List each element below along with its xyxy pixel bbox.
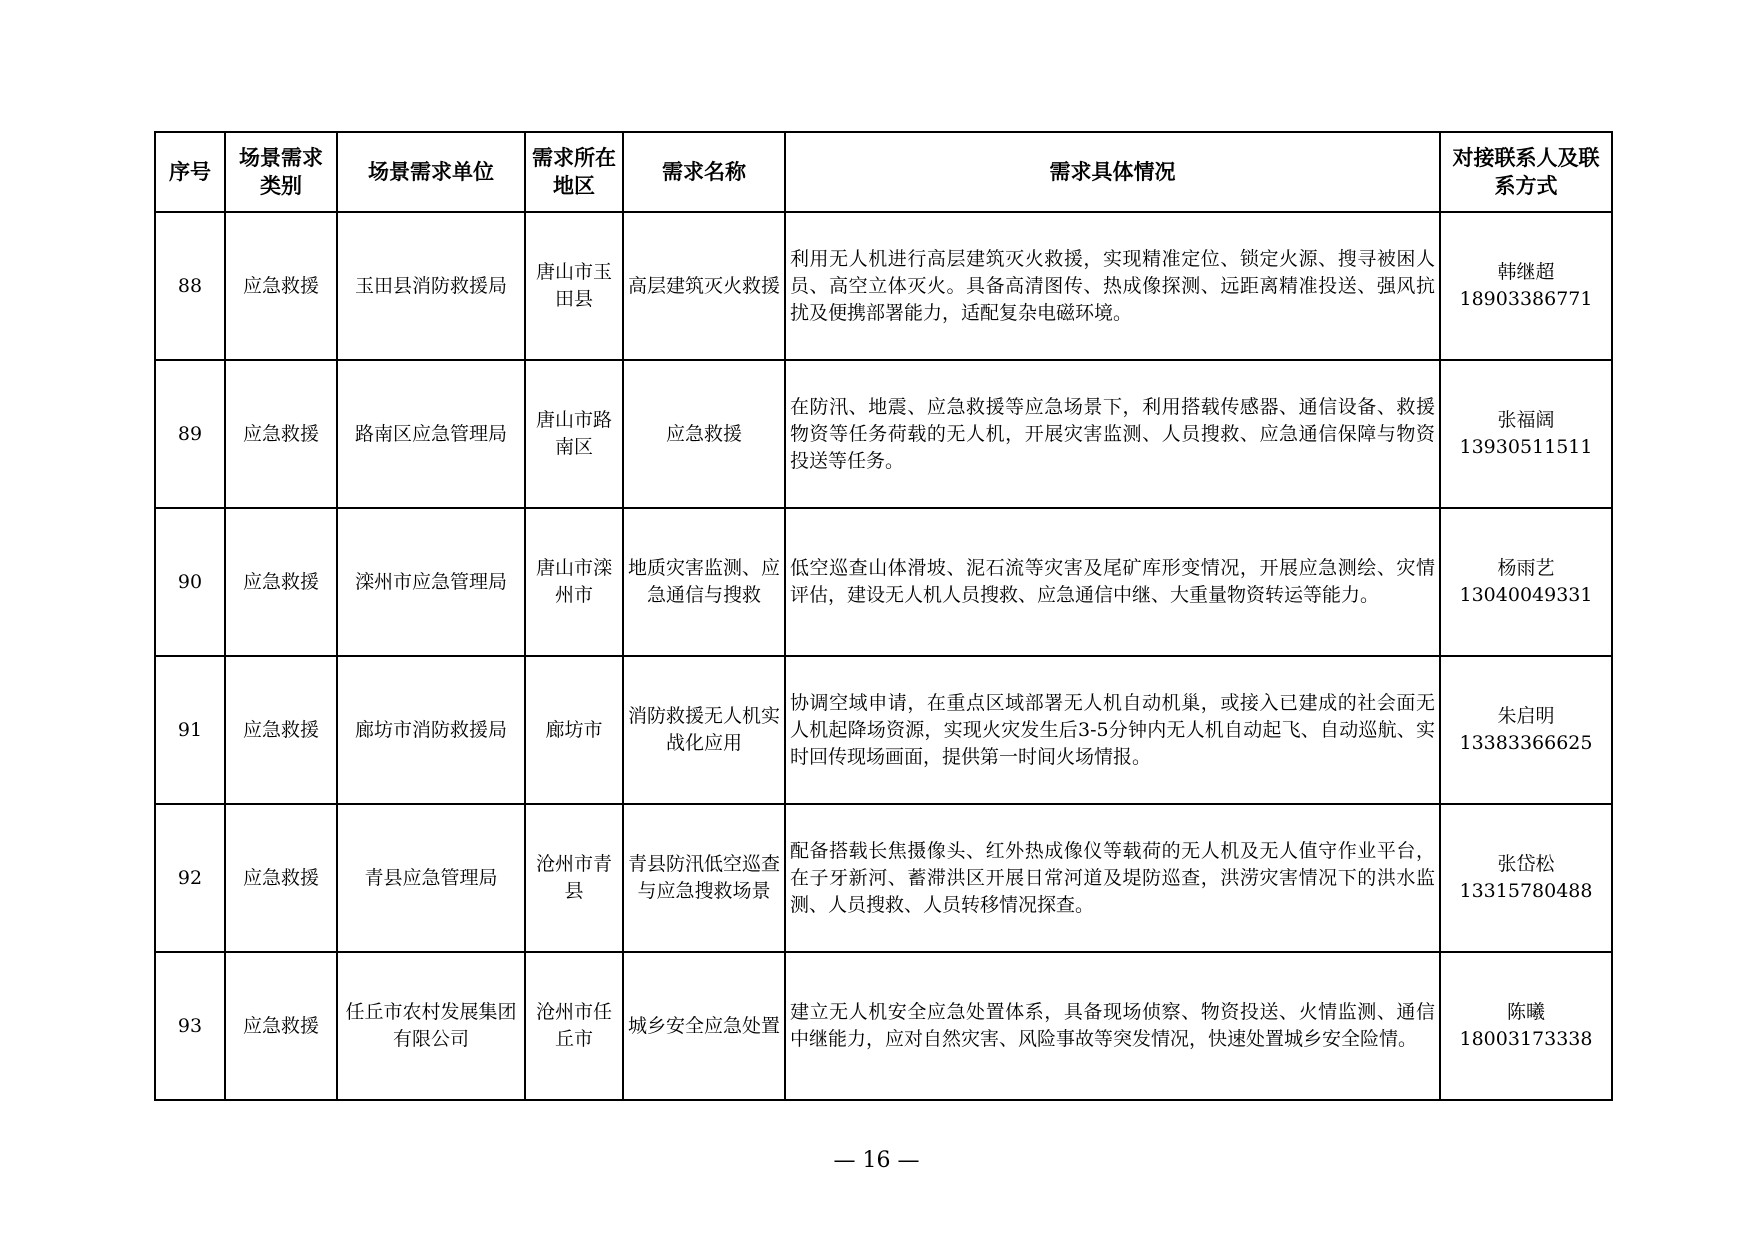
- cell-region: 唐山市滦州市: [525, 508, 623, 656]
- cell-detail: 在防汛、地震、应急救援等应急场景下，利用搭载传感器、通信设备、救援物资等任务荷载的无人机，开展灾害监测、人员搜救、应急通信保障与物资投送等任务。: [785, 360, 1440, 508]
- demand-table: [154, 131, 1613, 1101]
- cell-detail: 利用无人机进行高层建筑灭火救援，实现精准定位、锁定火源、搜寻被困人员、高空立体灭火。具备高清图传、热成像探测、远距离精准投送、强风抗扰及便携部署能力，适配复杂电磁环境。: [785, 212, 1440, 360]
- cell-unit: 廊坊市消防救援局: [337, 656, 525, 804]
- cell-category: 应急救援: [225, 656, 337, 804]
- header-category: 场景需求类别: [225, 132, 337, 212]
- cell-contact: [1440, 212, 1612, 360]
- cell-contact: [1440, 804, 1612, 952]
- table-row: [155, 360, 1612, 508]
- contact-name: 韩继超: [1497, 261, 1555, 283]
- cell-category: 应急救援: [225, 804, 337, 952]
- cell-name: 青县防汛低空巡查与应急搜救场景: [623, 804, 785, 952]
- contact-name: 张岱松: [1497, 853, 1555, 875]
- cell-category: 应急救援: [225, 212, 337, 360]
- cell-detail: 建立无人机安全应急处置体系，具备现场侦察、物资投送、火情监测、通信中继能力，应对自然灾害、风险事故等突发情况，快速处置城乡安全险情。: [785, 952, 1440, 1100]
- table-row: [155, 508, 1612, 656]
- contact-phone: 18903386771: [1459, 288, 1593, 310]
- contact-name: 陈曦: [1506, 1001, 1545, 1023]
- table-row: [155, 804, 1612, 952]
- table-row: [155, 952, 1612, 1100]
- header-name: 需求名称: [623, 132, 785, 212]
- cell-unit: 青县应急管理局: [337, 804, 525, 952]
- table-row: [155, 656, 1612, 804]
- cell-region: 廊坊市: [525, 656, 623, 804]
- contact-name: 杨雨艺: [1497, 557, 1555, 579]
- cell-name: 城乡安全应急处置: [623, 952, 785, 1100]
- cell-region: 唐山市路南区: [525, 360, 623, 508]
- cell-unit: 路南区应急管理局: [337, 360, 525, 508]
- header-detail: 需求具体情况: [785, 132, 1440, 212]
- cell-index: 92: [155, 804, 225, 952]
- contact-phone: 13040049331: [1459, 584, 1593, 606]
- cell-category: 应急救援: [225, 508, 337, 656]
- header-index: 序号: [155, 132, 225, 212]
- contact-phone: 13315780488: [1459, 880, 1593, 902]
- cell-index: 90: [155, 508, 225, 656]
- cell-detail: 配备搭载长焦摄像头、红外热成像仪等载荷的无人机及无人值守作业平台，在子牙新河、蓄滞洪区开展日常河道及堤防巡查，洪涝灾害情况下的洪水监测、人员搜救、人员转移情况探查。: [785, 804, 1440, 952]
- cell-index: 88: [155, 212, 225, 360]
- cell-contact: [1440, 360, 1612, 508]
- cell-unit: 任丘市农村发展集团有限公司: [337, 952, 525, 1100]
- cell-index: 93: [155, 952, 225, 1100]
- table-header-row: [155, 132, 1612, 212]
- cell-name: 地质灾害监测、应急通信与搜救: [623, 508, 785, 656]
- cell-index: 89: [155, 360, 225, 508]
- contact-phone: 13383366625: [1459, 732, 1593, 754]
- cell-contact: [1440, 508, 1612, 656]
- cell-detail: 低空巡查山体滑坡、泥石流等灾害及尾矿库形变情况，开展应急测绘、灾情评估，建设无人机人员搜救、应急通信中继、大重量物资转运等能力。: [785, 508, 1440, 656]
- cell-name: 高层建筑灭火救援: [623, 212, 785, 360]
- cell-contact: [1440, 952, 1612, 1100]
- table-row: [155, 212, 1612, 360]
- cell-region: 唐山市玉田县: [525, 212, 623, 360]
- cell-name: 消防救援无人机实战化应用: [623, 656, 785, 804]
- contact-name: 朱启明: [1497, 705, 1555, 727]
- cell-contact: [1440, 656, 1612, 804]
- cell-unit: 玉田县消防救援局: [337, 212, 525, 360]
- header-contact: 对接联系人及联系方式: [1440, 132, 1612, 212]
- page-number: — 16 —: [833, 1148, 920, 1173]
- contact-phone: 18003173338: [1459, 1028, 1593, 1050]
- contact-phone: 13930511511: [1459, 436, 1593, 458]
- cell-category: 应急救援: [225, 952, 337, 1100]
- cell-category: 应急救援: [225, 360, 337, 508]
- cell-unit: 滦州市应急管理局: [337, 508, 525, 656]
- cell-region: 沧州市青县: [525, 804, 623, 952]
- cell-region: 沧州市任丘市: [525, 952, 623, 1100]
- cell-name: 应急救援: [623, 360, 785, 508]
- header-unit: 场景需求单位: [337, 132, 525, 212]
- contact-name: 张福阔: [1497, 409, 1555, 431]
- header-region: 需求所在地区: [525, 132, 623, 212]
- cell-detail: 协调空域申请，在重点区域部署无人机自动机巢，或接入已建成的社会面无人机起降场资源，实现火灾发生后3-5分钟内无人机自动起飞、自动巡航、实时回传现场画面，提供第一时间火场情报。: [785, 656, 1440, 804]
- cell-index: 91: [155, 656, 225, 804]
